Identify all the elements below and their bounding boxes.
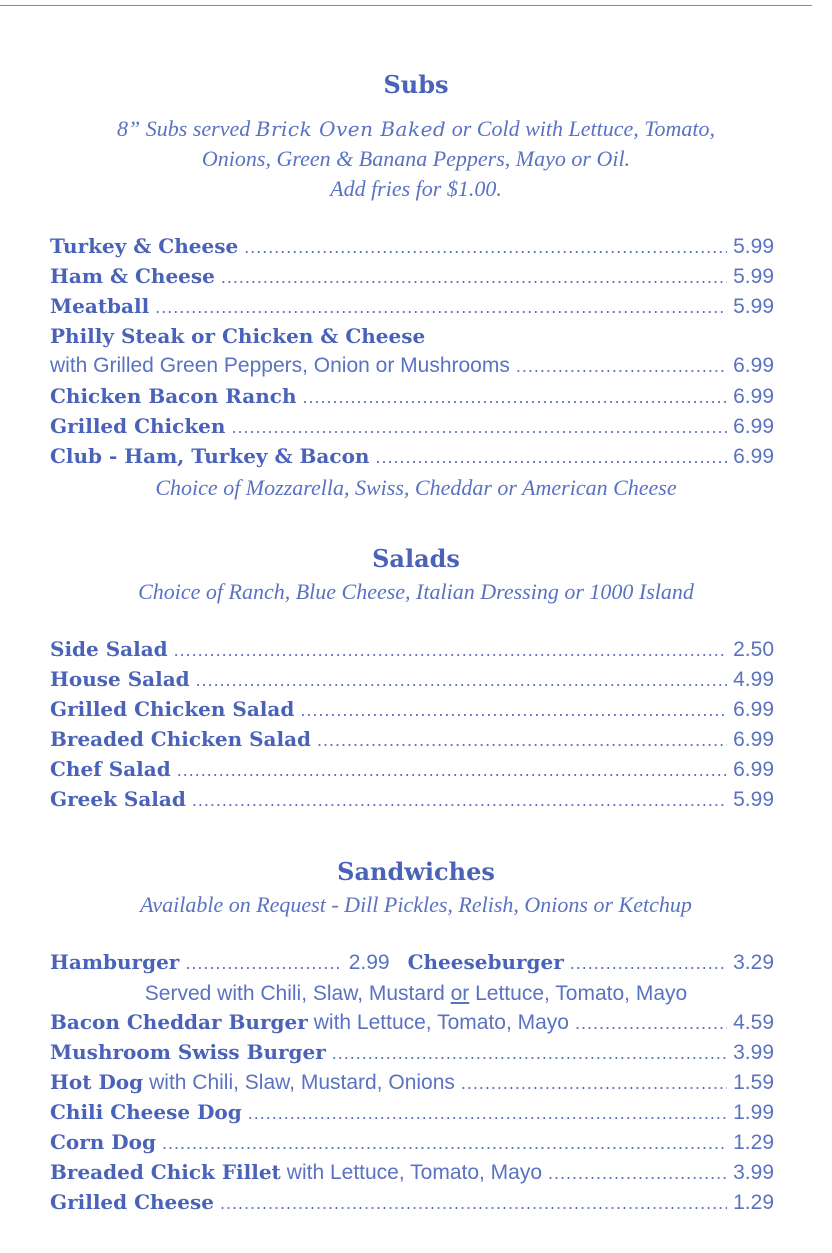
item-price: 2.99	[348, 951, 390, 974]
item-name: Chef Salad	[50, 757, 171, 781]
item-name: Breaded Chicken Salad	[50, 727, 312, 751]
item-name: Cheeseburger	[407, 950, 564, 974]
menu-item	[50, 1130, 774, 1160]
item-name: Club - Ham, Turkey & Bacon	[50, 444, 370, 468]
leader-dots	[248, 1103, 727, 1125]
menu-item	[50, 1190, 774, 1220]
item-price: 6.99	[733, 415, 774, 438]
item-name: Chicken Bacon Ranch	[50, 384, 297, 408]
menu-item	[50, 1070, 774, 1100]
item-desc: with Grilled Green Peppers, Onion or Mushrooms	[50, 354, 510, 377]
subs-title: Subs	[383, 70, 449, 99]
menu-item	[50, 444, 774, 474]
item-desc: with Lettuce, Tomato, Mayo	[313, 1011, 569, 1034]
leader-dots	[174, 640, 727, 662]
item-desc: with Chili, Slaw, Mustard, Onions	[149, 1071, 455, 1094]
salads-note: Choice of Ranch, Blue Cheese, Italian Dressing or 1000 Island	[138, 579, 694, 604]
menu-item	[50, 727, 774, 757]
item-price: 2.50	[733, 638, 774, 661]
item-name: Side Salad	[50, 637, 168, 661]
leader-dots	[303, 387, 728, 409]
menu-item	[50, 384, 774, 414]
leader-dots	[162, 1133, 727, 1155]
item-name: Grilled Chicken	[50, 414, 226, 438]
item-name: Meatball	[50, 294, 150, 318]
item-price: 5.99	[733, 235, 774, 258]
menu-item	[50, 1010, 774, 1040]
served-pre: Served with Chili, Slaw, Mustard	[144, 982, 451, 1005]
leader-dots	[196, 670, 727, 692]
item-price: 6.99	[733, 758, 774, 781]
item-name: Greek Salad	[50, 787, 186, 811]
item-price: 5.99	[733, 295, 774, 318]
menu-item	[50, 1160, 774, 1190]
item-price: 1.29	[733, 1191, 774, 1214]
item-name: Chili Cheese Dog	[50, 1100, 242, 1124]
leader-dots	[155, 297, 727, 319]
item-name: Mushroom Swiss Burger	[50, 1040, 326, 1064]
leader-dots	[332, 1043, 727, 1065]
leader-dots	[300, 700, 727, 722]
menu-item	[50, 757, 774, 787]
leader-dots	[185, 953, 342, 975]
salads-title: Salads	[372, 544, 460, 573]
sandwiches-note: Available on Request - Dill Pickles, Relish, Onions or Ketchup	[140, 892, 692, 917]
item-price: 5.99	[733, 788, 774, 811]
item-price: 3.99	[733, 1041, 774, 1064]
leader-dots	[516, 356, 727, 378]
subs-note-line1	[0, 114, 832, 144]
item-name: Bacon Cheddar Burger	[50, 1010, 308, 1034]
leader-dots	[317, 730, 727, 752]
item-name: Turkey & Cheese	[50, 234, 239, 258]
subs-note-line3: Add fries for $1.00.	[330, 176, 502, 201]
menu-item-burgers	[50, 950, 774, 980]
item-name: Philly Steak or Chicken & Cheese	[50, 324, 426, 348]
subs-note-pre: 8” Subs served	[117, 116, 256, 141]
menu-item	[50, 414, 774, 444]
item-price: 1.99	[733, 1101, 774, 1124]
subs-note-line2: Onions, Green & Banana Peppers, Mayo or Oil.	[201, 146, 631, 171]
menu-item	[50, 1100, 774, 1130]
item-price: 6.99	[733, 385, 774, 408]
cheese-note: Choice of Mozzarella, Swiss, Cheddar or American Cheese	[155, 475, 677, 500]
leader-dots	[192, 790, 727, 812]
item-price: 1.59	[733, 1071, 774, 1094]
menu-item	[50, 264, 774, 294]
item-price: 3.29	[733, 951, 774, 974]
item-name: Corn Dog	[50, 1130, 156, 1154]
item-price: 6.99	[733, 354, 774, 377]
subs-note-post: or Cold with Lettuce, Tomato,	[446, 116, 715, 141]
menu-item	[50, 637, 774, 667]
leader-dots	[375, 447, 727, 469]
menu-item	[50, 234, 774, 264]
subs-note-script: Brick Oven Baked	[255, 117, 447, 141]
item-name: Grilled Chicken Salad	[50, 697, 295, 721]
leader-dots	[231, 417, 727, 439]
leader-dots	[461, 1073, 727, 1095]
item-price: 4.59	[733, 1011, 774, 1034]
item-name: Hamburger	[50, 950, 180, 974]
item-price: 3.99	[733, 1161, 774, 1184]
leader-dots	[575, 1013, 727, 1035]
leader-dots	[221, 267, 727, 289]
served-post: Lettuce, Tomato, Mayo	[469, 982, 688, 1005]
menu-item	[50, 324, 774, 354]
leader-dots	[244, 237, 727, 259]
leader-dots	[177, 760, 727, 782]
item-name: House Salad	[50, 667, 190, 691]
leader-dots	[548, 1163, 727, 1185]
item-price: 1.29	[733, 1131, 774, 1154]
item-name: Grilled Cheese	[50, 1190, 214, 1214]
item-price: 6.99	[733, 445, 774, 468]
item-price: 5.99	[733, 265, 774, 288]
menu-item	[50, 354, 774, 384]
top-rule	[0, 5, 812, 6]
item-name: Hot Dog	[50, 1070, 144, 1094]
leader-dots	[220, 1193, 727, 1215]
served-or: or	[450, 982, 470, 1005]
menu-item	[50, 1040, 774, 1070]
item-name: Breaded Chick Fillet	[50, 1160, 281, 1184]
item-price: 6.99	[733, 728, 774, 751]
item-desc: with Lettuce, Tomato, Mayo	[286, 1161, 543, 1184]
sandwiches-title: Sandwiches	[337, 857, 495, 886]
item-name: Ham & Cheese	[50, 264, 215, 288]
menu-item	[50, 787, 774, 817]
leader-dots	[570, 953, 727, 975]
item-price: 4.99	[733, 668, 774, 691]
menu-item	[50, 667, 774, 697]
menu-item	[50, 697, 774, 727]
menu-item	[50, 294, 774, 324]
item-price: 6.99	[733, 698, 774, 721]
served-note	[0, 982, 832, 1006]
